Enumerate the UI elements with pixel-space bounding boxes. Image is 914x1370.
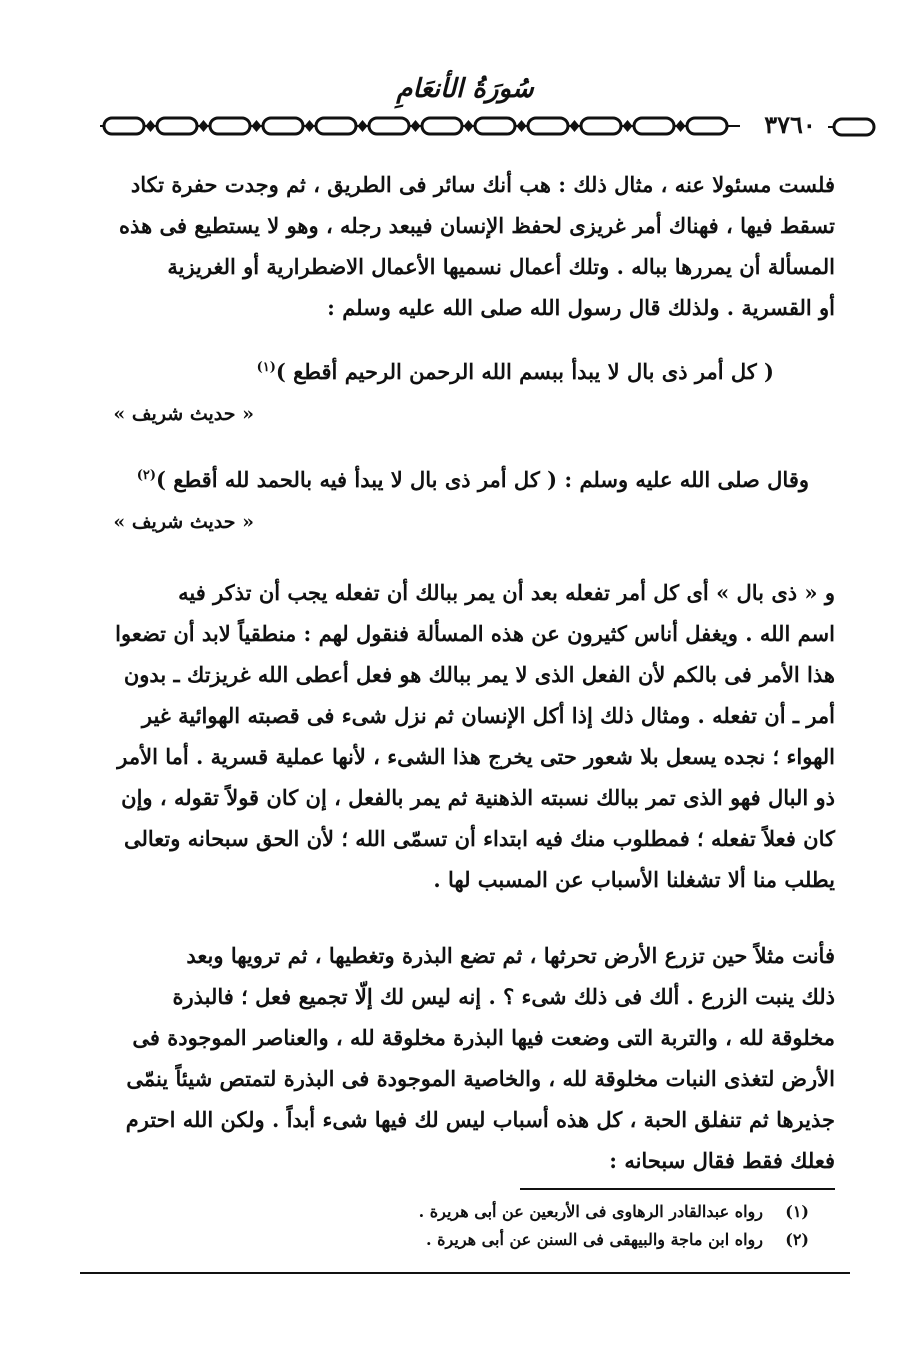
text-line: يطلب منا ألا تشغلنا الأسباب عن المسبب لها . [433, 867, 835, 892]
chain-diamond [570, 120, 580, 132]
chain-link [475, 118, 515, 134]
paragraph-4 [105, 935, 835, 1181]
sura-title: سُورَةُ الأنعَامِ [396, 74, 534, 104]
text-line: اسم الله . ويغفل أناس كثيرون عن هذه المسألة فنقول لهم : منطقياً لابد أن تضعوا [115, 621, 835, 646]
bottom-divider [80, 1272, 850, 1274]
footnote-text: رواه ابن ماجة والبيهقى فى السنن عن أبى هريرة . [426, 1230, 763, 1249]
chain-link [581, 118, 621, 134]
chain-link [687, 118, 727, 134]
chain-diamond [199, 120, 209, 132]
footnote-1 [349, 1198, 809, 1226]
chain-diamond [305, 120, 315, 132]
text-line: الهواء ؛ نجده يسعل بلا شعور حتى يخرج هذا الشىء ، لأنها عملية قسرية . أما الأمر [117, 744, 835, 769]
text-line: فعلك فقط فقال سبحانه : [609, 1148, 835, 1173]
footnote-2 [349, 1226, 809, 1254]
footnote-text: رواه عبدالقادر الرهاوى فى الأربعين عن أبى هريرة . [418, 1202, 763, 1221]
footnote-number: (٢) [785, 1230, 809, 1249]
footnote-divider [520, 1188, 835, 1190]
hadith-quote-2 [137, 460, 809, 500]
chain-link [369, 118, 409, 134]
hadith-text: وقال صلى الله عليه وسلم : ( كل أمر ذى بال لا يبدأ فيه بالحمد لله أقطع ) [156, 467, 809, 492]
footnotes [349, 1198, 809, 1254]
text-line: تسقط فيها ، فهناك أمر غريزى لحفظ الإنسان فيبعد رجله ، وهو لا يستطيع فى هذه [119, 213, 835, 238]
text-line: الأرض لتغذى النبات مخلوقة لله ، والخاصية الموجودة فى البذرة لتمتص شيئاً ينمّى [126, 1066, 835, 1091]
chain-diamond [623, 120, 633, 132]
hadith-source-2: « حديث شريف » [113, 511, 254, 533]
text-line: أمر ـ أن تفعله . ومثال ذلك إذا أكل الإنسان ثم نزل شىء فى قصبته الهوائية غير [141, 703, 835, 728]
footnote-number: (١) [785, 1202, 809, 1221]
chain-diamond [252, 120, 262, 132]
chain-link [634, 118, 674, 134]
text-line: فأنت مثلاً حين تزرع الأرض تحرثها ، ثم تضع البذرة وتغطيها ، ثم ترويها وبعد [186, 943, 835, 968]
chain-diamond [464, 120, 474, 132]
text-line: و « ذى بال » أى كل أمر تفعله بعد أن يمر ببالك أن تفعله يجب أن تذكر فيه [178, 580, 835, 605]
chain-link [263, 118, 303, 134]
text-line: أو القسرية . ولذلك قال رسول الله صلى الله عليه وسلم : [327, 295, 835, 320]
page-number: ٣٧٦٠ [764, 110, 816, 139]
chain-link [528, 118, 568, 134]
hadith-quote-1 [257, 352, 774, 392]
hadith-source-1: « حديث شريف » [113, 403, 254, 425]
ornamental-chain-border [100, 114, 740, 138]
text-line: هذا الأمر فى بالكم لأن الفعل الذى لا يمر ببالك هو فعل أعطى الله غريزتك ـ بدون [123, 662, 835, 687]
hadith-text: ( كل أمر ذى بال لا يبدأ ببسم الله الرحمن الرحيم أقطع ) [275, 359, 774, 384]
chain-diamond [411, 120, 421, 132]
text-line: جذيرها ثم تنفلق الحبة ، كل هذه أسباب ليس لك فيها شىء أبداً . ولكن الله احترم [125, 1107, 835, 1132]
chain-link [104, 118, 144, 134]
text-line: ذلك ينبت الزرع . ألك فى ذلك شىء ؟ . إنه ليس لك إلّا تجميع فعل ؛ فالبذرة [172, 984, 835, 1009]
chain-diamond [517, 120, 527, 132]
paragraph-3 [105, 572, 835, 900]
text-line: فلست مسئولا عنه ، مثال ذلك : هب أنك سائر فى الطريق ، ثم وجدت حفرة تكاد [130, 172, 835, 197]
chain-link [422, 118, 462, 134]
text-line: كان فعلاً تفعله ؛ فمطلوب منك فيه ابتداء أن تسمّى الله ؛ لأن الحق سبحانه وتعالى [123, 826, 835, 851]
chain-link [157, 118, 197, 134]
chain-diamond [676, 120, 686, 132]
footnote-ref: (٢) [136, 468, 157, 483]
text-line: ذو البال فهو الذى تمر ببالك نسبته الذهنية ثم يمر بالفعل ، إن كان قولاً تقوله ، وإن [121, 785, 835, 810]
ornamental-end-link [828, 116, 878, 138]
paragraph-1 [105, 164, 835, 328]
chain-link [210, 118, 250, 134]
chain-diamond [358, 120, 368, 132]
chain-link [316, 118, 356, 134]
chain-diamond [146, 120, 156, 132]
text-line: المسألة أن يمررها بباله . وتلك أعمال نسميها الأعمال الاضطرارية أو الغريزية [167, 254, 835, 279]
text-line: مخلوقة لله ، والتربة التى وضعت فيها البذرة مخلوقة لله ، والعناصر الموجودة فى [132, 1025, 835, 1050]
footnote-ref: (١) [256, 360, 276, 375]
